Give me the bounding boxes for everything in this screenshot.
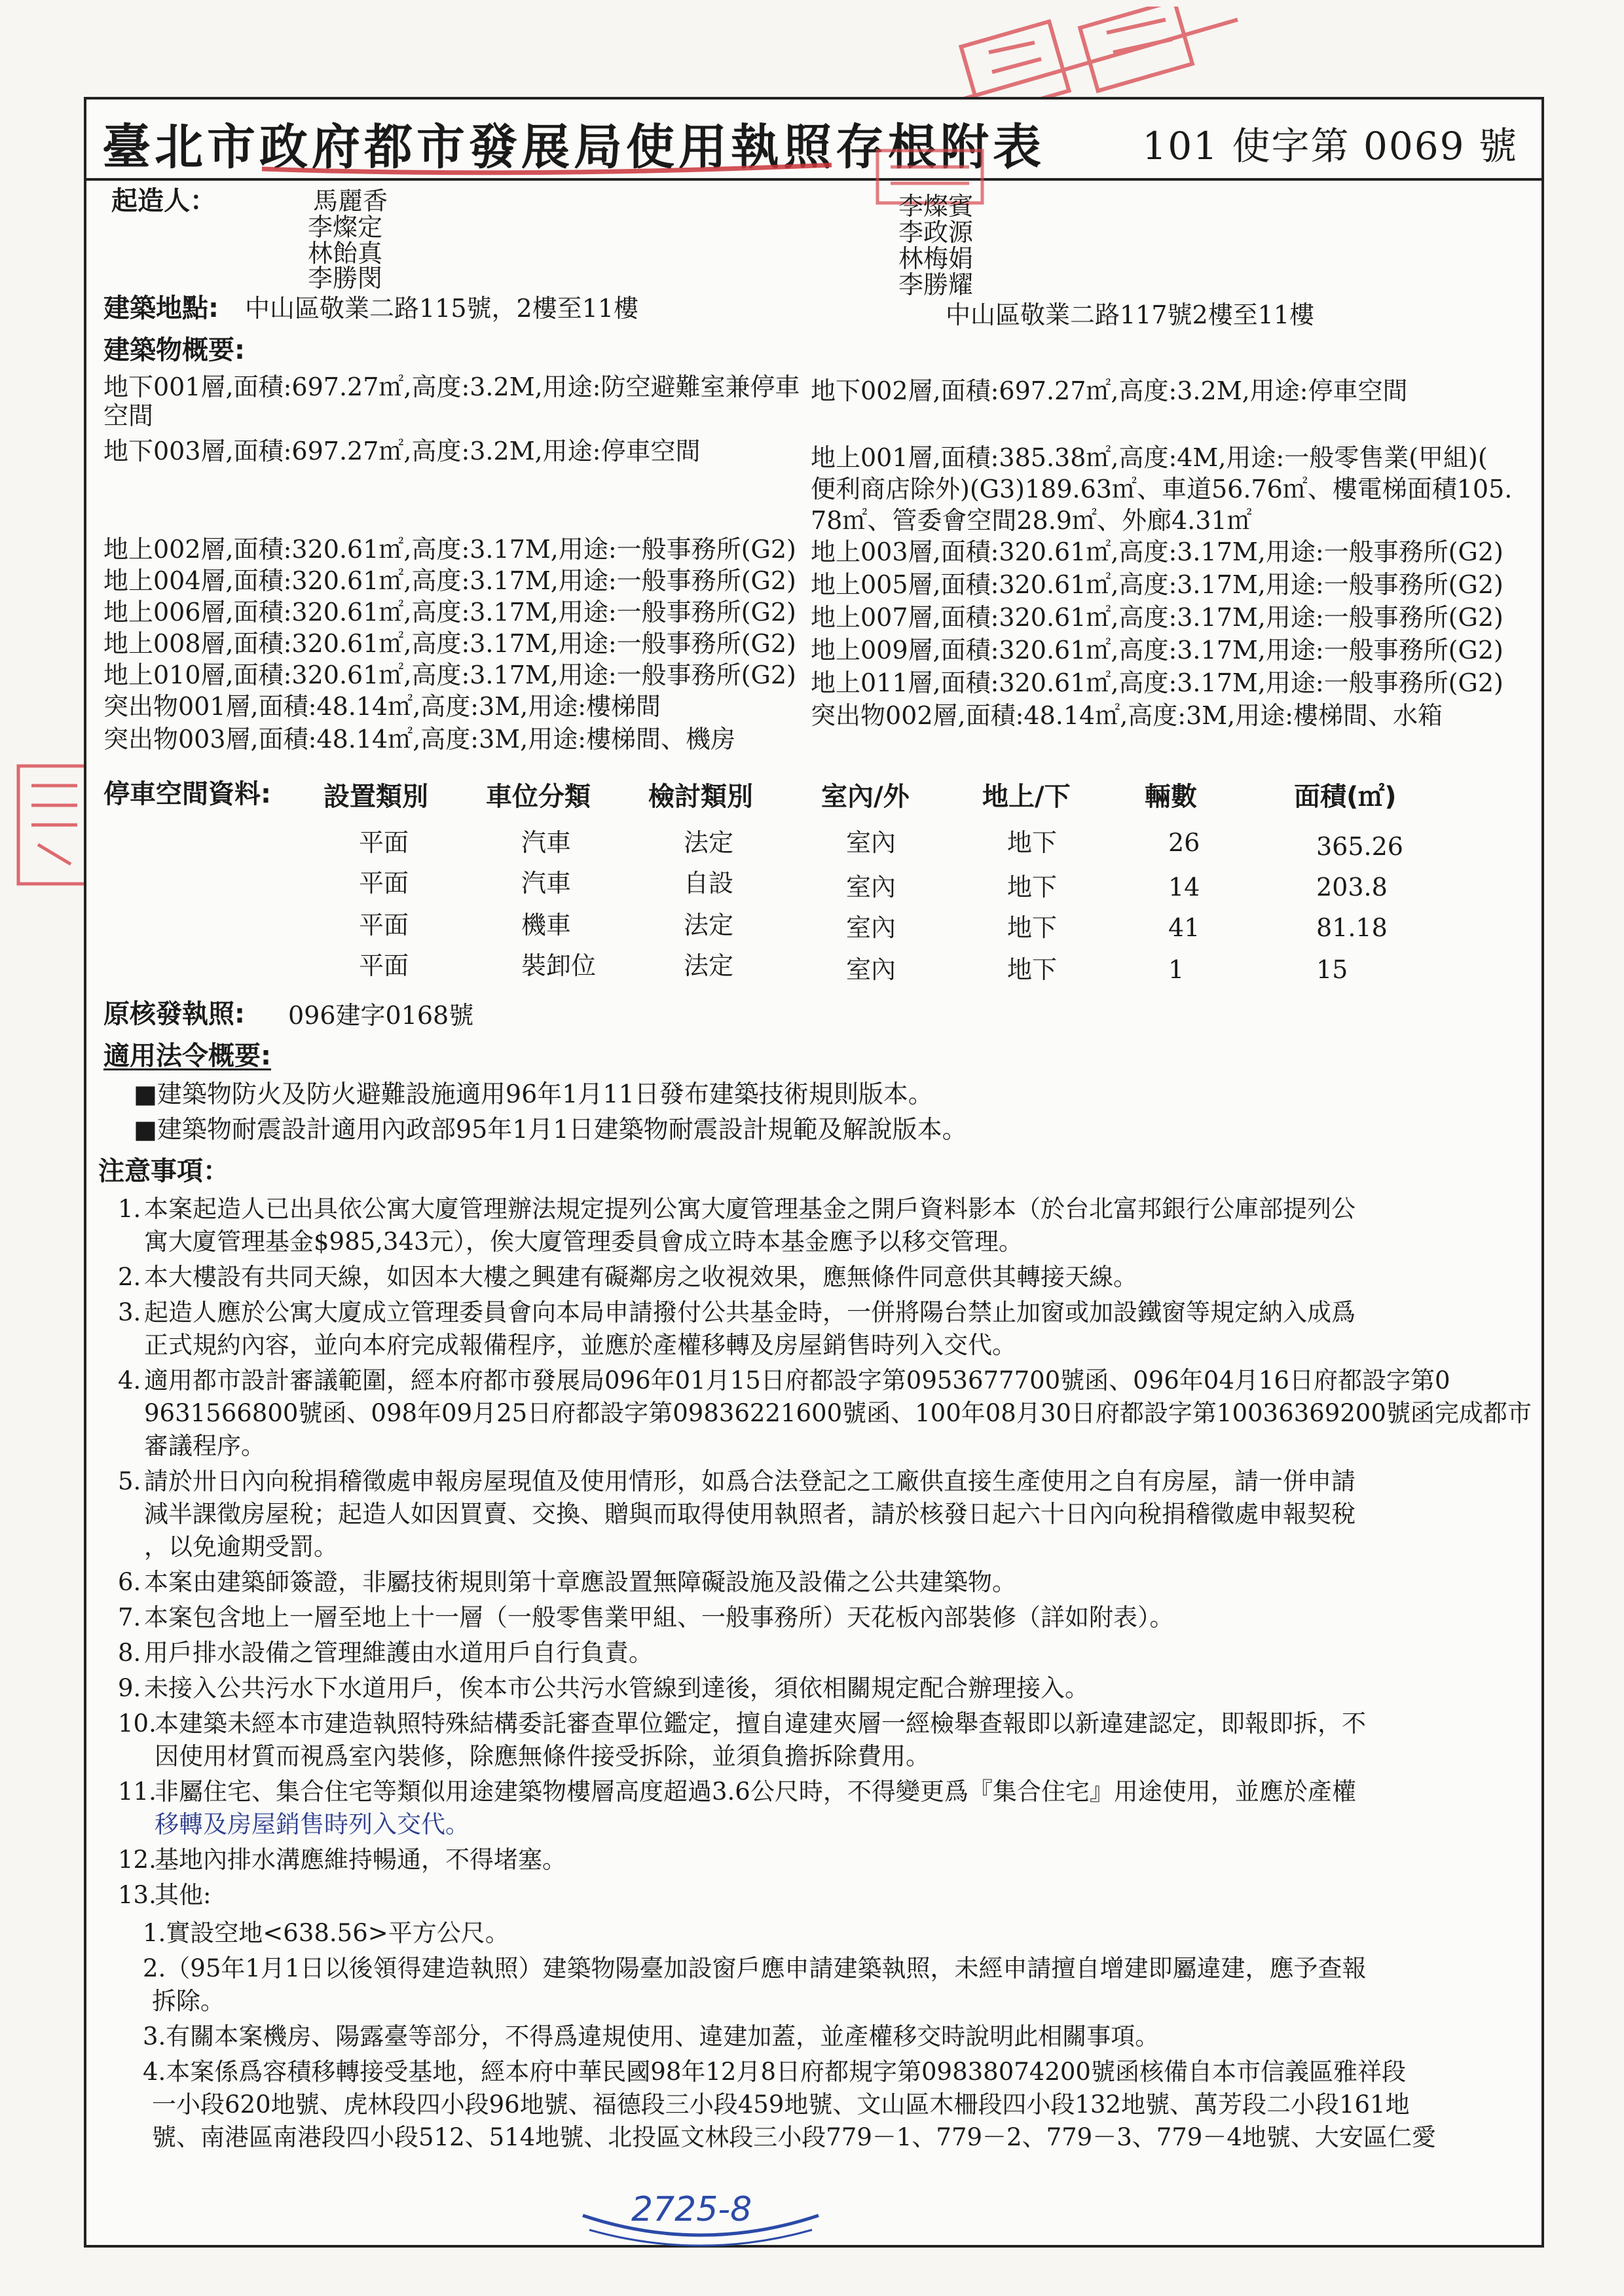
- note-number: 7.: [118, 1603, 141, 1631]
- floor-line: 地上002層,面積:320.61㎡,高度:3.17M,用途:一般事務所(G2): [103, 535, 796, 564]
- floor-line: 地上006層,面積:320.61㎡,高度:3.17M,用途:一般事務所(G2): [103, 598, 796, 627]
- parking-cell: 15: [1316, 955, 1348, 984]
- laws-label: 適用法令概要:: [103, 1041, 271, 1071]
- note-number: 5.: [118, 1467, 141, 1495]
- page-title: 臺北市政府都市發展局使用執照存根附表: [102, 119, 1045, 175]
- parking-cell: 機車: [521, 911, 572, 939]
- parking-cell: 81.18: [1316, 913, 1388, 942]
- floor-line: 突出物003層,面積:48.14㎡,高度:3M,用途:樓梯間、機房: [103, 725, 736, 754]
- note-number: 13.: [118, 1881, 157, 1909]
- note-text: 本案包含地上一層至地上十一層（一般零售業甲組、一般事務所）天花板內部裝修（詳如附表）。: [144, 1603, 1174, 1631]
- note-item-continuation: [118, 1430, 1539, 1463]
- law-item: ■建築物耐震設計適用內政部95年1月1日建築物耐震設計規範及解說版本。: [134, 1115, 967, 1144]
- floor-line: 地上007層,面積:320.61㎡,高度:3.17M,用途:一般事務所(G2): [811, 603, 1504, 632]
- floor-line: 便利商店除外)(G3)189.63㎡、車道56.76㎡、樓電梯面積105.: [811, 475, 1513, 503]
- parking-cell: 法定: [684, 951, 734, 980]
- floor-line: 地上011層,面積:320.61㎡,高度:3.17M,用途:一般事務所(G2): [811, 668, 1504, 697]
- floor-line: 地上004層,面積:320.61㎡,高度:3.17M,用途:一般事務所(G2): [103, 566, 796, 595]
- note-text: 用戶排水設備之管理維護由水道用戶自行負責。: [144, 1639, 653, 1667]
- note-item: [118, 1296, 1513, 1329]
- parking-cell: 法定: [684, 828, 734, 857]
- note-number: 2.: [118, 1263, 141, 1291]
- parking-header: 輛數: [1145, 782, 1197, 812]
- note-number: 3.: [118, 1298, 141, 1326]
- parking-cell: 室內: [846, 913, 896, 942]
- applicant-name: 李政源: [898, 218, 974, 247]
- location-address: 中山區敬業二路115號，2樓至11樓: [245, 294, 639, 323]
- location-label: 建築地點:: [103, 293, 219, 323]
- note-item-continuation: [118, 1531, 1539, 1563]
- note-text: 移轉及房屋銷售時列入交代。: [155, 1810, 470, 1838]
- note-text: 本案由建築師簽證，非屬技術規則第十章應設置無障礙設施及設備之公共建築物。: [144, 1568, 1016, 1596]
- red-underline-mark: [255, 156, 845, 182]
- note-text: 未接入公共污水下水道用戶，俟本市公共污水管線到達後，須依相關規定配合辦理接入。: [144, 1674, 1089, 1702]
- note-text: 寓大廈管理基金$985,343元），俟大廈管理委員會成立時本基金應予以移交管理。: [144, 1228, 1024, 1256]
- sub-note-item: 3.有關本案機房、陽露臺等部分，不得爲違規使用、違建加蓋，並產權移交時說明此相關事項。: [143, 2022, 1160, 2050]
- note-item: [118, 1566, 1513, 1599]
- note-text: 減半課徵房屋稅；起造人如因買賣、交換、贈與而取得使用執照者，請於核發日起六十日內向稅捐稽徵處申報契稅: [144, 1500, 1356, 1528]
- parking-cell: 14: [1168, 873, 1200, 902]
- blue-number-stamp: [576, 2189, 825, 2252]
- footer-stamp-number: 2725-8: [631, 2190, 752, 2229]
- parking-cell: 平面: [359, 951, 409, 980]
- parking-label: 停車空間資料:: [103, 779, 271, 809]
- applicant-name: 馬麗香: [313, 187, 388, 215]
- parking-cell: 室內: [846, 873, 896, 902]
- note-number: 4.: [118, 1366, 141, 1394]
- floor-line: 地上010層,面積:320.61㎡,高度:3.17M,用途:一般事務所(G2): [103, 661, 796, 689]
- parking-cell: 汽車: [521, 828, 572, 857]
- note-text: 審議程序。: [144, 1432, 265, 1460]
- parking-cell: 地下: [1007, 955, 1058, 984]
- note-item: [118, 1707, 1513, 1740]
- sub-note-item: 4.本案係爲容積移轉接受基地，經本府中華民國98年12月8日府都規字第09838074200號函核備自本市信義區雅祥段: [143, 2058, 1406, 2086]
- original-permit-label: 原核發執照:: [103, 999, 245, 1029]
- parking-cell: 地下: [1007, 913, 1058, 942]
- floor-line: 地上005層,面積:320.61㎡,高度:3.17M,用途:一般事務所(G2): [811, 570, 1504, 599]
- summary-label: 建築物概要:: [103, 335, 245, 365]
- note-item: [118, 1261, 1513, 1294]
- floor-line: 78㎡、管委會空間28.9㎡、外廊4.31㎡: [811, 506, 1252, 535]
- applicant-name: 李勝耀: [898, 270, 974, 299]
- note-item: [118, 1844, 1513, 1876]
- parking-header: 面積(㎡): [1294, 782, 1397, 812]
- note-item: [118, 1776, 1513, 1808]
- applicants-label: 起造人：: [111, 186, 216, 216]
- floor-line: 地上009層,面積:320.61㎡,高度:3.17M,用途:一般事務所(G2): [811, 636, 1504, 665]
- note-item-continuation: [118, 1740, 1549, 1773]
- floor-line: 突出物002層,面積:48.14㎡,高度:3M,用途:樓梯間、水箱: [811, 701, 1443, 730]
- floor-line: 突出物001層,面積:48.14㎡,高度:3M,用途:樓梯間: [103, 692, 661, 721]
- parking-header: 設置類別: [323, 782, 428, 812]
- note-text: 起造人應於公寓大廈成立管理委員會向本局申請撥付公共基金時，一併將陽台禁止加窗或加設鐵窗等規定納入成爲: [144, 1298, 1356, 1326]
- note-item: [118, 1637, 1513, 1669]
- note-item-continuation: [118, 1397, 1539, 1430]
- note-text: 適用都市設計審議範圍，經本府都市發展局096年01月15日府都設字第0953677700號函、096年04月16日府都設字第0: [144, 1366, 1450, 1394]
- note-item: [118, 1465, 1513, 1498]
- applicant-name: 李燦定: [308, 213, 383, 242]
- parking-cell: 室內: [846, 955, 896, 984]
- note-item-continuation: [118, 1329, 1539, 1362]
- sub-note-item: 一小段620地號、虎林段四小段96地號、福德段三小段459地號、文山區木柵段四小段132地號、萬芳段二小段161地: [152, 2090, 1410, 2119]
- parking-cell: 汽車: [521, 869, 572, 898]
- parking-cell: 1: [1168, 955, 1185, 984]
- sub-note-item: 1.實設空地<638.56>平方公尺。: [143, 1919, 509, 1947]
- permit-number: 101 使字第 0069 號: [1142, 124, 1518, 168]
- note-text: 本案起造人已出具依公寓大廈管理辦法規定提列公寓大廈管理基金之開戶資料影本（於台北富邦銀行公庫部提列公: [144, 1195, 1356, 1223]
- floor-line: 地下003層,面積:697.27㎡,高度:3.2M,用途:停車空間: [103, 437, 701, 465]
- note-text: 本建築未經本市建造執照特殊結構委託審查單位鑑定，擅自違建夾層一經檢舉查報即以新違建認定，即報即拆，不: [155, 1709, 1366, 1738]
- location-address: 中山區敬業二路117號2樓至11樓: [946, 301, 1315, 329]
- parking-header: 室內/外: [821, 782, 910, 812]
- parking-cell: 地下: [1007, 873, 1058, 902]
- floor-line: 地下001層,面積:697.27㎡,高度:3.2M,用途:防空避難室兼停車: [103, 373, 800, 401]
- floor-line: 地上008層,面積:320.61㎡,高度:3.17M,用途:一般事務所(G2): [103, 629, 796, 658]
- floor-line: 地下002層,面積:697.27㎡,高度:3.2M,用途:停車空間: [811, 376, 1408, 405]
- parking-cell: 平面: [359, 828, 409, 857]
- note-item-continuation: [118, 1498, 1539, 1531]
- original-permit-value: 096建字0168號: [288, 1001, 474, 1030]
- note-number: 6.: [118, 1568, 141, 1596]
- note-item: [118, 1601, 1513, 1634]
- note-item: [118, 1879, 1513, 1912]
- parking-cell: 41: [1168, 913, 1200, 942]
- sub-note-item: 拆除。: [152, 1987, 225, 2015]
- parking-cell: 自設: [684, 869, 734, 898]
- applicant-name: 李燦賓: [898, 192, 974, 221]
- applicant-name: 李勝閔: [308, 264, 383, 293]
- parking-cell: 203.8: [1316, 873, 1388, 902]
- note-text: 非屬住宅、集合住宅等類似用途建築物樓層高度超過3.6公尺時，不得變更爲『集合住宅』用途使用，並應於產權: [155, 1777, 1356, 1806]
- note-text: 基地內排水溝應維持暢通，不得堵塞。: [155, 1846, 566, 1874]
- parking-cell: 365.26: [1316, 832, 1403, 861]
- note-text: 其他:: [155, 1881, 212, 1909]
- parking-cell: 26: [1168, 828, 1200, 857]
- note-text: 因使用材質而視爲室內裝修，除應無條件接受拆除，並須負擔拆除費用。: [155, 1742, 930, 1770]
- note-number: 11.: [118, 1777, 157, 1806]
- note-text: 9631566800號函、098年09月25日府都設字第09836221600號函、100年08月30日府都設字第10036369200號函完成都市: [144, 1399, 1532, 1427]
- parking-cell: 平面: [359, 911, 409, 939]
- note-item: [118, 1364, 1513, 1397]
- floor-line: 地上003層,面積:320.61㎡,高度:3.17M,用途:一般事務所(G2): [811, 538, 1504, 566]
- parking-cell: 法定: [684, 911, 734, 939]
- parking-header: 車位分類: [486, 782, 591, 812]
- note-item: [118, 1672, 1513, 1705]
- note-number: 8.: [118, 1639, 141, 1667]
- notes-label: 注意事項：: [98, 1156, 229, 1186]
- note-text: 請於卅日內向稅捐稽徵處申報房屋現值及使用情形，如爲合法登記之工廠供直接生產使用之自有房屋，請一併申請: [144, 1467, 1356, 1495]
- parking-header: 檢討類別: [648, 782, 753, 812]
- note-item-continuation: [118, 1226, 1539, 1258]
- parking-cell: 室內: [846, 828, 896, 857]
- note-text: ，以免逾期受罰。: [144, 1533, 338, 1561]
- parking-header: 地上/下: [982, 782, 1071, 812]
- note-text: 本大樓設有共同天線，如因本大樓之興建有礙鄰房之收視效果，應無條件同意供其轉接天線。: [144, 1263, 1137, 1291]
- parking-cell: 地下: [1007, 828, 1058, 857]
- law-item: ■建築物防火及防火避難設施適用96年1月11日發布建築技術規則版本。: [134, 1080, 933, 1108]
- applicant-name: 林梅娟: [898, 244, 974, 273]
- sub-note-item: 2.（95年1月1日以後領得建造執照）建築物陽臺加設窗戶應申請建築執照，未經申請擅自增建即屬違建，應予查報: [143, 1954, 1367, 1982]
- note-number: 10.: [118, 1709, 157, 1738]
- note-item: [118, 1193, 1513, 1226]
- floor-line: 地上001層,面積:385.38㎡,高度:4M,用途:一般零售業(甲組)(: [811, 443, 1488, 472]
- sub-note-item: 號、南港區南港段四小段512、514地號、北投區文林段三小段779－1、779－2、779－3、779－4地號、大安區仁愛: [152, 2123, 1436, 2151]
- note-number: 1.: [118, 1195, 141, 1223]
- note-item-continuation: [118, 1808, 1549, 1841]
- floor-line: 空間: [103, 401, 154, 430]
- note-number: 9.: [118, 1674, 141, 1702]
- applicant-name: 林飴真: [308, 239, 383, 268]
- parking-cell: 平面: [359, 869, 409, 898]
- note-text: 正式規約內容，並向本府完成報備程序，並應於產權移轉及房屋銷售時列入交代。: [144, 1331, 1016, 1359]
- note-number: 12.: [118, 1846, 157, 1874]
- parking-cell: 裝卸位: [521, 951, 597, 980]
